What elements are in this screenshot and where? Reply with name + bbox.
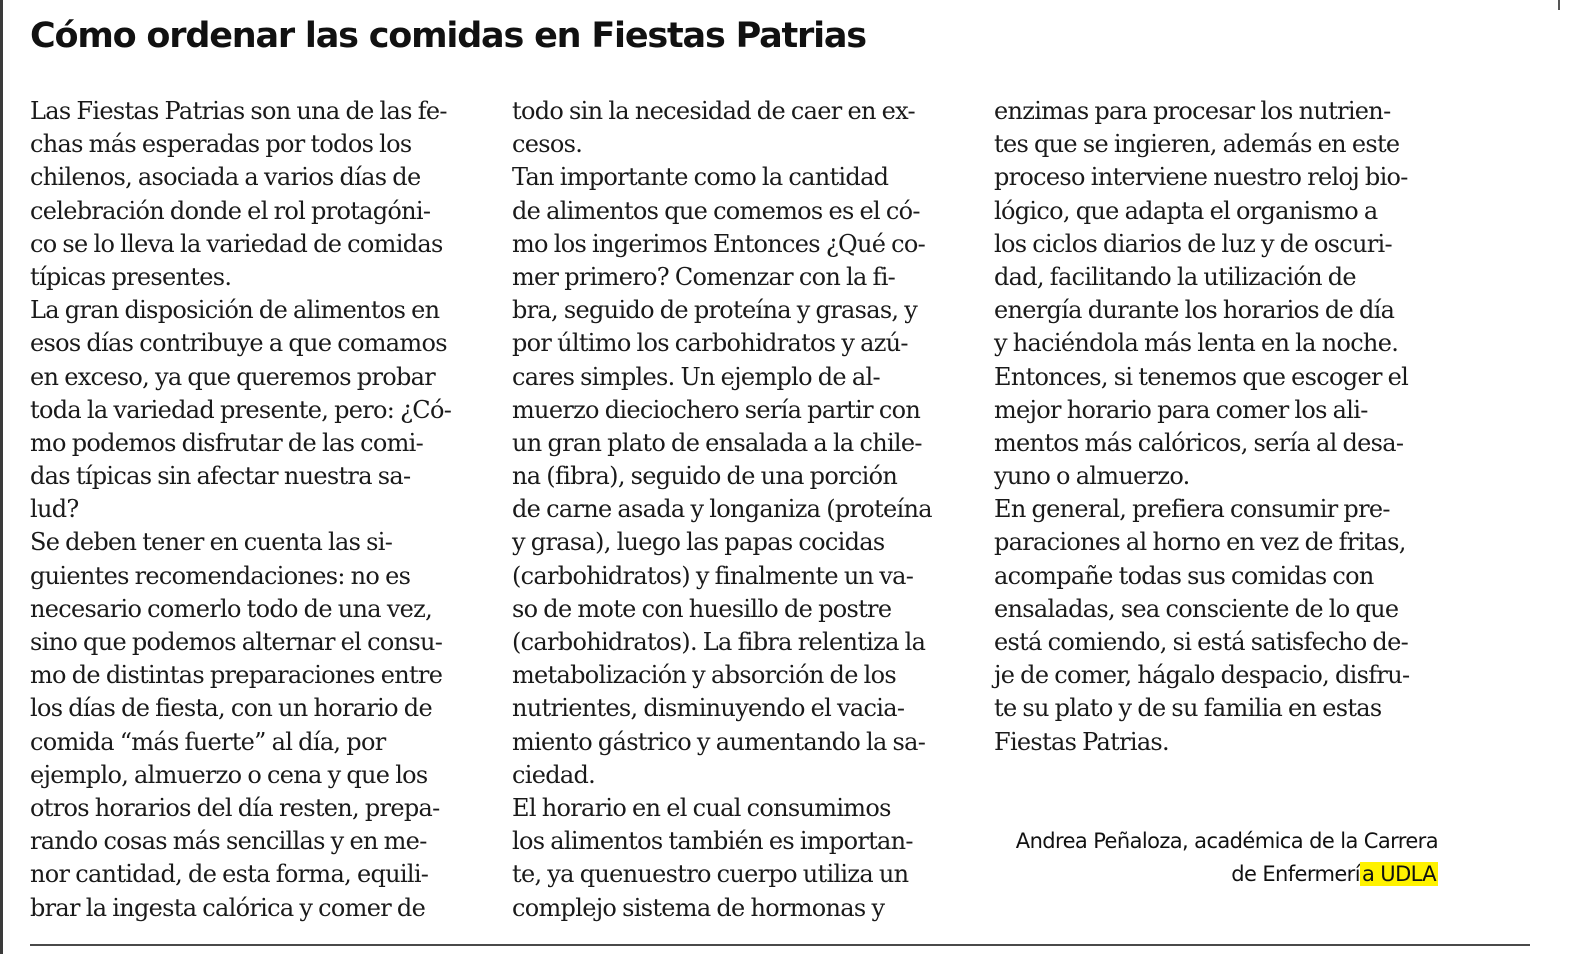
article-text-line: típicas presentes. [30,262,232,291]
article-text-line: metabolización y absorción de los [512,661,896,690]
article-text-line: sino que podemos alternar el consu- [30,628,443,656]
article-text-line: muerzo dieciochero sería partir con [512,395,921,424]
article-text-line: mejor horario para comer los ali- [994,395,1368,424]
article-text-line: chilenos, asociada a varios días de [30,163,421,192]
article-text-line: celebración donde el rol protagóni- [30,196,431,225]
article-text-line: energía durante los horarios de día [994,296,1395,325]
article-text-line: ejemplo, almuerzo o cena y que los [30,760,428,789]
article-text-line: los alimentos también es importan- [512,827,913,856]
article-text-line: por último los carbohidratos y azú- [512,329,908,358]
article-text-line: mentos más calóricos, sería al desa- [994,428,1404,457]
article-text-line: tes que se ingieren, además en este [994,130,1400,159]
article-text-line: rando cosas más sencillas y en me- [30,827,427,856]
article-text-line: te, ya quenuestro cuerpo utiliza un [512,860,909,889]
article-text-line: yuno o almuerzo. [994,462,1190,491]
article-text-line: mo los ingerimos Entonces ¿Qué co- [512,229,926,258]
article-text-line: lud? [30,495,79,524]
article-text-line: cares simples. Un ejemplo de al- [512,362,880,391]
article-text-line: lógico, que adapta el organismo a [994,196,1378,225]
article-text-line: Tan importante como la cantidad [512,163,889,192]
article-text-line: otros horarios del día resten, prepa- [30,793,440,822]
article-text-line: dad, facilitando la utilización de [994,262,1356,291]
article-text-line: so de mote con huesillo de postre [512,594,892,623]
article-text-line: ensaladas, sea consciente de lo que [994,594,1399,623]
article-text-line: Entonces, si tenemos que escoger el [994,362,1409,391]
article-text-line: mo podemos disfrutar de las comi- [30,428,424,457]
article-text-line: En general, prefiera consumir pre- [994,495,1390,524]
article-text-line: todo sin la necesidad de caer en ex- [512,97,915,125]
article-text-line: y grasa), luego las papas cocidas [512,528,885,557]
article-text-line: El horario en el cual consumimos [512,793,891,822]
article-text-line: Fiestas Patrias. [994,727,1169,756]
article-text-line: de carne asada y longaniza (proteína [512,495,932,524]
article-text-line: mo de distintas preparaciones entre [30,661,443,690]
article-text-line: guientes recomendaciones: no es [30,561,411,590]
article-text-line: y haciéndola más lenta en la noche. [994,329,1399,358]
article-text-line: La gran disposición de alimentos en [30,296,440,325]
article-text-line: comida “más fuerte” al día, por [30,727,386,756]
article-text-line: (carbohidratos) y finalmente un va- [512,561,914,590]
author-signature [878,825,1438,891]
article-text-line: enzimas para procesar los nutrien- [994,97,1391,125]
article-text-line: de alimentos que comemos es el có- [512,196,920,225]
article-text-line: toda la variedad presente, pero: ¿Có- [30,395,452,424]
article-text-line: complejo sistema de hormonas y [512,893,885,922]
article-text-line: das típicas sin afectar nuestra sa- [30,462,411,491]
article-text-line: necesario comerlo todo de una vez, [30,594,433,623]
article-column-1 [30,95,480,925]
article-text-line: je de comer, hágalo despacio, disfru- [994,661,1410,690]
signature-line-1: Andrea Peñaloza, académica de la Carrera [1015,829,1438,853]
article-text-line: chas más esperadas por todos los [30,130,412,159]
article-text-line: na (fibra), seguido de una porción [512,462,898,491]
article-headline: Cómo ordenar las comidas en Fiestas Patrias [30,16,866,56]
article-column-3 [994,95,1444,759]
article-text-line: mer primero? Comenzar con la fi- [512,262,896,291]
article-text-line: nutrientes, disminuyendo el vacia- [512,694,905,723]
article-text-line: cesos. [512,130,583,159]
article-text-line: un gran plato de ensalada a la chile- [512,428,922,457]
article-text-line: miento gástrico y aumentando la sa- [512,727,926,756]
article-text-line: bra, seguido de proteína y grasas, y [512,296,918,325]
article-text-line: los ciclos diarios de luz y de oscuri- [994,229,1392,258]
article-text-line: los días de fiesta, con un horario de [30,694,432,723]
signature-highlight: a UDLA [1361,862,1436,886]
article-text-line: esos días contribuye a que comamos [30,329,447,358]
signature-line-2-text: de Enfermerí [1231,862,1360,886]
bottom-divider [30,944,1530,946]
page-edge-mark [1558,0,1560,10]
article-column-2 [512,95,962,925]
article-text-line: co se lo lleva la variedad de comidas [30,229,443,258]
page-left-border [0,0,3,954]
article-text-line: te su plato y de su familia en estas [994,694,1382,723]
article-text-line: paraciones al horno en vez de fritas, [994,528,1406,557]
article-text-line: acompañe todas sus comidas con [994,561,1374,590]
article-text-line: Las Fiestas Patrias son una de las fe- [30,97,447,125]
article-text-line: Se deben tener en cuenta las si- [30,528,393,557]
article-text-line: ciedad. [512,760,596,789]
article-text-line: nor cantidad, de esta forma, equili- [30,860,429,889]
article-text-line: proceso interviene nuestro reloj bio- [994,163,1408,192]
article-text-line: en exceso, ya que queremos probar [30,362,436,391]
article-text-line: está comiendo, si está satisfecho de- [994,628,1408,656]
signature-line-2 [878,858,1438,891]
article-text-line: brar la ingesta calórica y comer de [30,893,426,922]
article-text-line: (carbohidratos). La fibra relentiza la [512,628,926,656]
